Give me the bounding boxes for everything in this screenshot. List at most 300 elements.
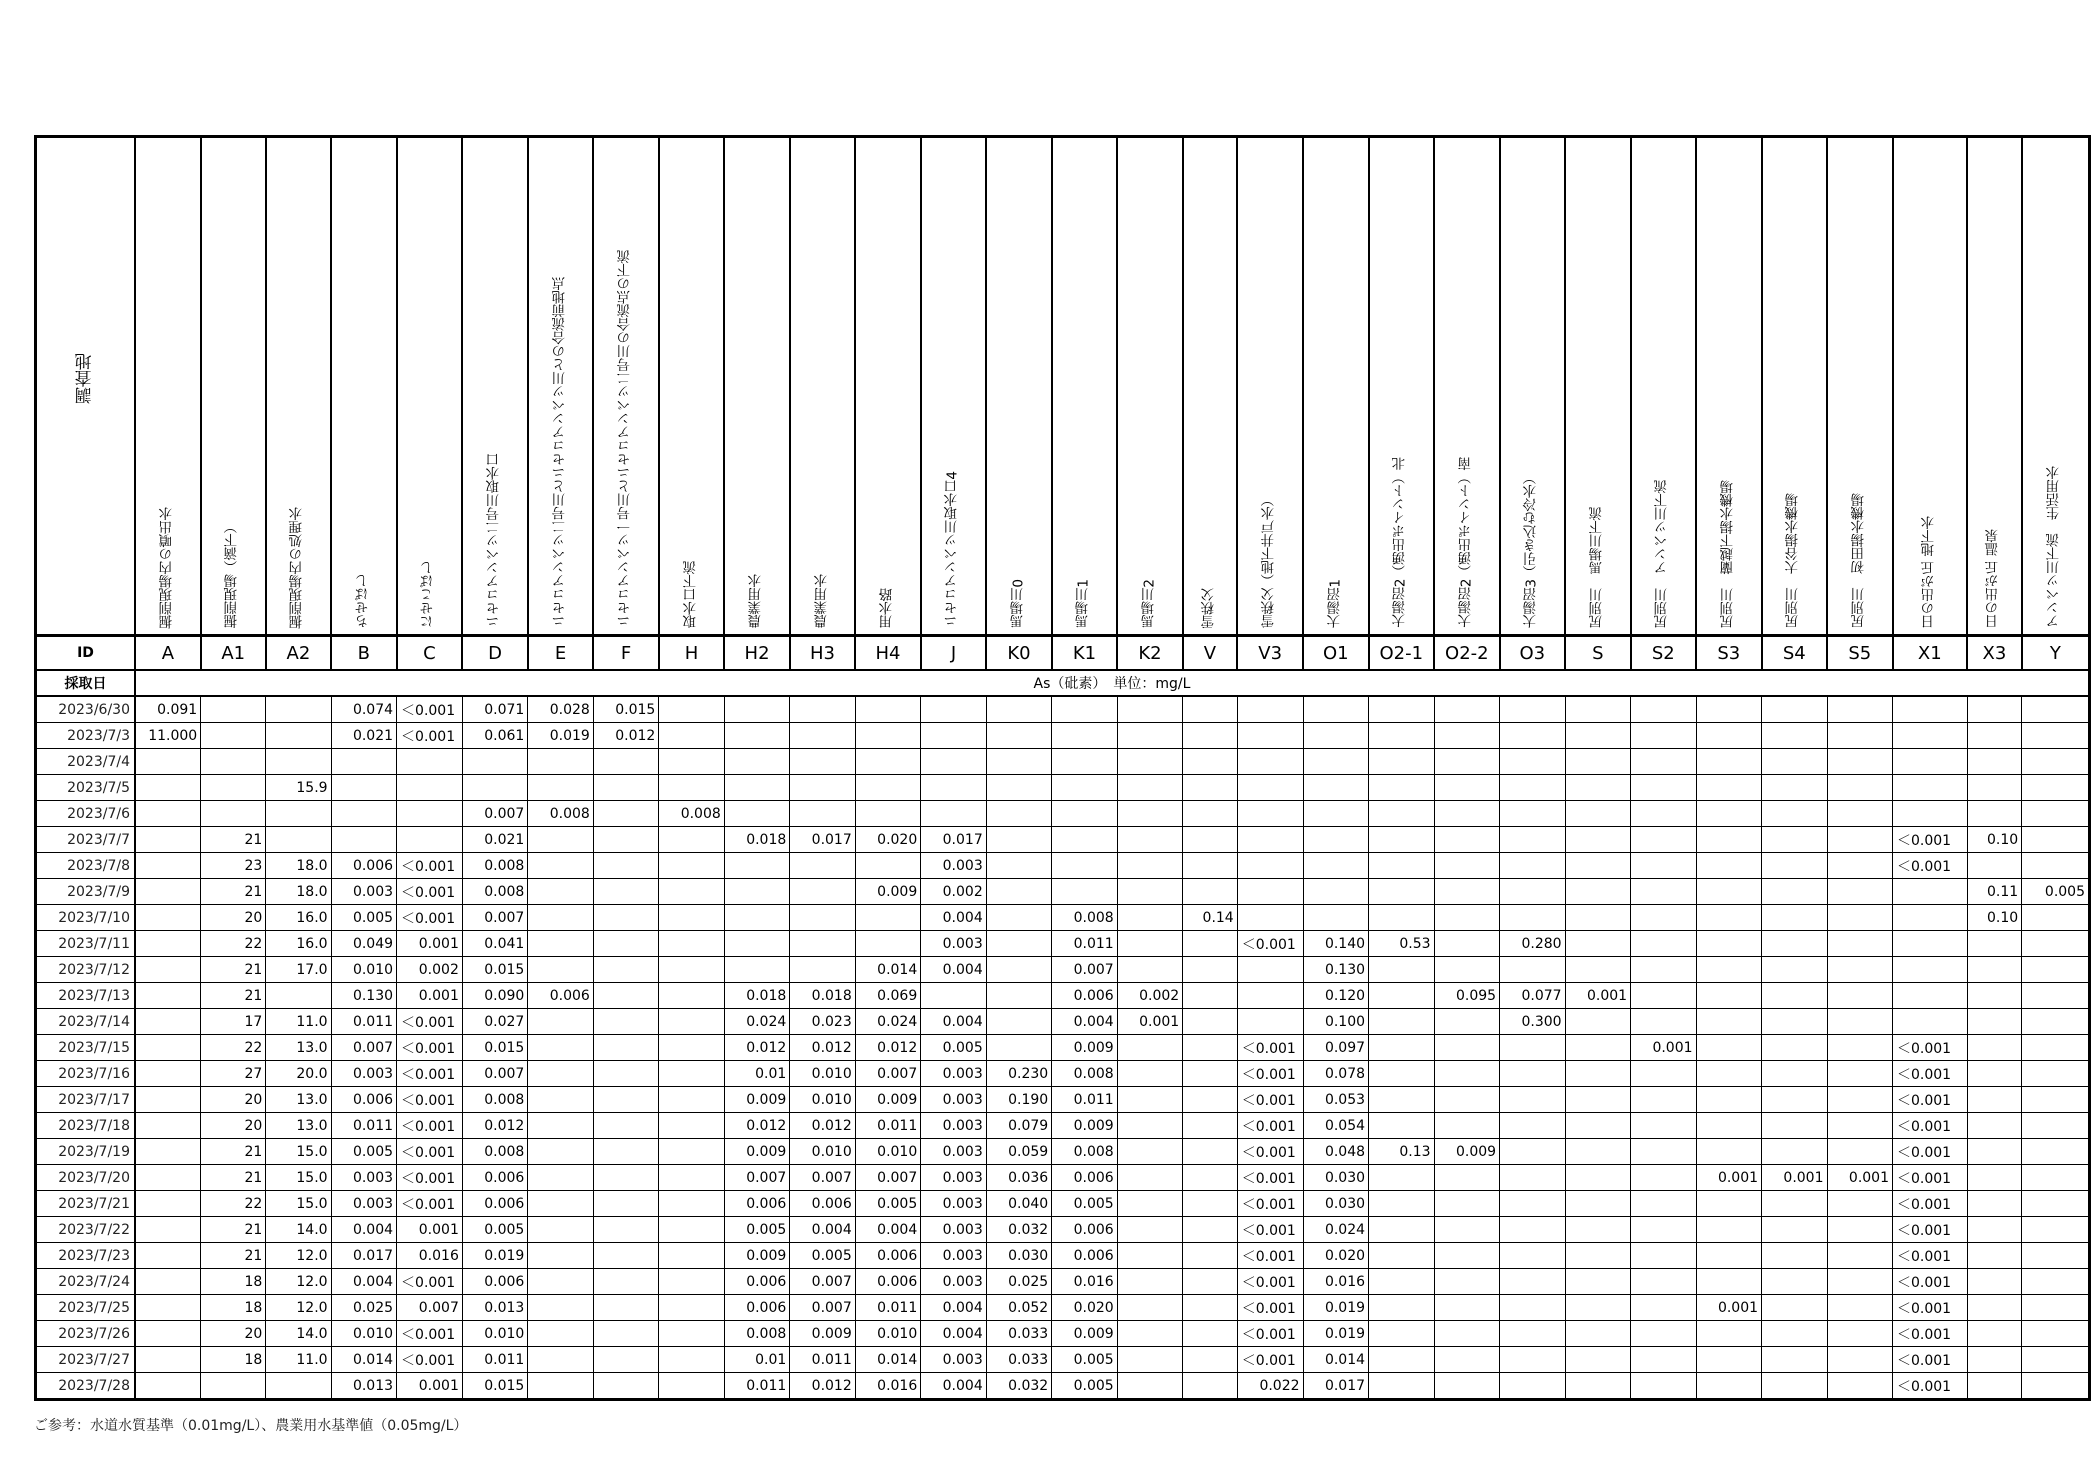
data-cell [1696,879,1761,905]
data-cell [790,775,855,801]
data-cell [135,1373,201,1400]
data-cell [1631,1061,1696,1087]
data-cell: 0.015 [462,1373,527,1400]
data-cell: 0.10 [1967,905,2022,931]
location-name: 用水路 [879,587,896,628]
data-cell [266,749,331,775]
data-cell [2022,931,2090,957]
data-cell: 11.0 [266,1347,331,1373]
data-cell: ＜0.001 [1237,931,1303,957]
location-name: ニセコアンベツ二号川取水口 [486,452,503,628]
data-cell [1827,905,1892,931]
data-cell [1827,1217,1892,1243]
table-row [36,957,2090,983]
location-name: 掘削現場（滴下） [224,520,241,628]
data-cell [1369,775,1435,801]
data-cell [1369,1191,1435,1217]
data-cell: 0.016 [1052,1269,1117,1295]
data-cell: 0.069 [855,983,920,1009]
data-cell [1369,723,1435,749]
data-cell: 0.003 [921,1347,986,1373]
location-name: にせこばし [420,560,437,628]
location-name: 農業用水 [813,574,830,628]
data-cell: 0.011 [331,1113,396,1139]
data-cell [1434,1295,1500,1321]
location-name: 掘削現場内の噴出水 [159,506,176,628]
data-cell [1117,1087,1182,1113]
data-cell [1183,1035,1238,1061]
location-name-cell [1369,137,1435,636]
column-id: S [1565,636,1630,671]
data-cell [1434,1373,1500,1400]
column-id: Y [2022,636,2090,671]
data-cell: ＜0.001 [1237,1191,1303,1217]
data-cell [1565,801,1630,827]
data-cell [1237,1009,1303,1035]
data-cell [1762,775,1827,801]
data-cell [1565,931,1630,957]
data-cell: 0.006 [462,1165,527,1191]
data-cell: 12.0 [266,1295,331,1321]
data-cell [790,957,855,983]
data-cell [1183,801,1238,827]
data-cell [1696,1061,1761,1087]
table-row [36,1243,2090,1269]
data-cell [201,723,266,749]
data-cell: 0.027 [462,1009,527,1035]
data-cell [593,853,658,879]
data-cell [1696,1347,1761,1373]
data-cell [1565,1217,1630,1243]
data-cell [921,775,986,801]
sample-date: 2023/7/12 [36,957,136,983]
data-cell [1696,1243,1761,1269]
data-cell [1183,696,1238,723]
data-cell: 0.012 [790,1035,855,1061]
data-cell [1631,749,1696,775]
data-cell [724,749,789,775]
data-cell: ＜0.001 [397,1087,463,1113]
location-name-cell [397,137,463,636]
data-cell: 0.140 [1303,931,1368,957]
location-name: 雪秩父（地下井戸水） [1261,493,1278,628]
data-cell [1434,1243,1500,1269]
data-cell [1183,1191,1238,1217]
data-cell [659,957,724,983]
data-cell: 0.030 [986,1243,1051,1269]
data-cell: 0.006 [724,1191,789,1217]
data-cell [2022,1009,2090,1035]
data-cell: 0.015 [462,1035,527,1061]
location-name: ニセコアンベツ川取水口4 [944,470,961,628]
location-name: 尻別川 馬場川下流 [1589,506,1606,628]
data-cell [986,1035,1051,1061]
data-cell [1827,1347,1892,1373]
data-cell [1500,1087,1565,1113]
data-cell: 20 [201,905,266,931]
data-cell [1052,853,1117,879]
data-cell [1369,1061,1435,1087]
data-cell: 0.012 [462,1113,527,1139]
data-cell [1117,1321,1182,1347]
column-id: S5 [1827,636,1892,671]
data-cell [2022,1269,2090,1295]
data-cell: 0.003 [331,1061,396,1087]
column-id: A1 [201,636,266,671]
data-cell [1117,957,1182,983]
data-cell [1565,749,1630,775]
data-cell [659,1165,724,1191]
arsenic-data-table [34,135,2091,1401]
data-cell [1183,1009,1238,1035]
data-cell [1434,1113,1500,1139]
data-cell: 0.095 [1434,983,1500,1009]
data-cell: 0.010 [790,1139,855,1165]
location-name-cell [2022,137,2090,636]
data-cell [1631,1347,1696,1373]
location-name: 馬場川2 [1141,578,1158,628]
data-cell: ＜0.001 [1237,1295,1303,1321]
data-cell: 0.011 [724,1373,789,1400]
data-cell [921,801,986,827]
data-cell: 0.015 [462,957,527,983]
data-cell: 0.009 [855,1087,920,1113]
data-cell: 0.002 [921,879,986,905]
data-cell: 0.001 [1696,1165,1761,1191]
sample-date: 2023/7/19 [36,1139,136,1165]
data-cell [1631,1113,1696,1139]
location-header-row [36,137,2090,636]
data-cell [659,1061,724,1087]
data-cell [1369,1373,1435,1400]
data-cell: 0.014 [855,1347,920,1373]
data-cell [1434,905,1500,931]
column-id: S2 [1631,636,1696,671]
data-cell [1052,879,1117,905]
data-cell: 0.053 [1303,1087,1368,1113]
data-cell: 0.009 [724,1139,789,1165]
data-cell [2022,1347,2090,1373]
data-cell: 0.001 [397,983,463,1009]
data-cell: 0.007 [855,1165,920,1191]
data-cell [1762,1035,1827,1061]
data-cell: 0.016 [855,1373,920,1400]
data-cell: 0.025 [986,1269,1051,1295]
data-cell: 14.0 [266,1321,331,1347]
data-cell [1434,1009,1500,1035]
data-cell [397,827,463,853]
data-cell [201,801,266,827]
data-cell: 12.0 [266,1243,331,1269]
data-cell: 0.090 [462,983,527,1009]
data-cell [1696,1269,1761,1295]
data-cell [1565,1269,1630,1295]
data-cell [1762,1321,1827,1347]
data-cell [1967,723,2022,749]
data-cell [1183,1347,1238,1373]
data-cell: 0.021 [462,827,527,853]
sample-date: 2023/7/21 [36,1191,136,1217]
data-cell [986,931,1051,957]
data-cell [659,1217,724,1243]
data-cell [790,879,855,905]
data-cell [1500,1165,1565,1191]
data-cell: 0.097 [1303,1035,1368,1061]
sample-date: 2023/7/9 [36,879,136,905]
data-cell [2022,827,2090,853]
data-cell [1183,1373,1238,1400]
data-cell: ＜0.001 [1237,1217,1303,1243]
data-cell [1827,957,1892,983]
data-cell: 0.009 [724,1087,789,1113]
data-cell: 0.048 [1303,1139,1368,1165]
data-cell: 0.008 [462,1087,527,1113]
data-cell: ＜0.001 [1237,1035,1303,1061]
data-cell [1893,931,1968,957]
data-cell: 0.012 [724,1113,789,1139]
data-cell [659,1009,724,1035]
data-cell [331,827,396,853]
data-cell [1369,1009,1435,1035]
data-cell [1434,723,1500,749]
data-cell [1434,775,1500,801]
data-cell [1967,696,2022,723]
sample-date: 2023/7/11 [36,931,136,957]
data-cell: 0.001 [1565,983,1630,1009]
data-cell: 0.006 [1052,1217,1117,1243]
table-row [36,1165,2090,1191]
data-cell [921,749,986,775]
data-cell [1696,931,1761,957]
data-cell [135,1139,201,1165]
data-cell [1434,853,1500,879]
data-cell [1762,905,1827,931]
data-cell [593,931,658,957]
data-cell [1237,853,1303,879]
data-cell [1500,957,1565,983]
data-cell [397,749,463,775]
data-cell [1893,775,1968,801]
location-name-cell [1303,137,1368,636]
data-cell [135,1321,201,1347]
data-cell [1303,905,1368,931]
data-cell: 20 [201,1321,266,1347]
data-cell [1696,1217,1761,1243]
sample-date: 2023/7/3 [36,723,136,749]
data-cell [528,1191,593,1217]
data-cell [201,775,266,801]
data-cell [1762,1269,1827,1295]
data-cell [528,1217,593,1243]
data-cell [1827,1243,1892,1269]
data-cell [528,957,593,983]
data-cell [1696,1113,1761,1139]
data-cell [1967,801,2022,827]
data-cell [135,801,201,827]
data-cell [1565,1373,1630,1400]
data-cell: ＜0.001 [397,1269,463,1295]
data-cell: 0.028 [528,696,593,723]
data-cell: 0.005 [1052,1347,1117,1373]
location-name-cell [1827,137,1892,636]
data-cell [1565,1061,1630,1087]
data-cell [528,1165,593,1191]
data-cell [135,1113,201,1139]
data-cell [135,1009,201,1035]
data-cell: ＜0.001 [397,1321,463,1347]
data-cell [659,1269,724,1295]
data-cell [659,1347,724,1373]
data-cell [1827,1061,1892,1087]
data-cell [1565,696,1630,723]
sample-date: 2023/7/24 [36,1269,136,1295]
data-cell: 0.003 [921,1061,986,1087]
sample-date: 2023/7/4 [36,749,136,775]
data-cell: 0.006 [855,1243,920,1269]
data-cell [1500,1139,1565,1165]
data-cell [1434,827,1500,853]
data-cell: ＜0.001 [1893,1295,1968,1321]
data-cell [1500,723,1565,749]
table-row [36,1347,2090,1373]
data-cell: ＜0.001 [1893,1269,1968,1295]
data-cell [724,801,789,827]
data-cell: 0.010 [855,1139,920,1165]
data-cell: 0.019 [1303,1295,1368,1321]
data-cell [1052,775,1117,801]
data-cell: 0.007 [397,1295,463,1321]
data-cell: 0.004 [921,1009,986,1035]
data-cell [986,1009,1051,1035]
data-cell: 0.003 [921,1191,986,1217]
data-cell: 0.005 [2022,879,2090,905]
data-cell [1967,1009,2022,1035]
data-cell [659,1243,724,1269]
table-row [36,1139,2090,1165]
data-cell [724,905,789,931]
data-cell [1696,775,1761,801]
data-cell: 0.007 [462,801,527,827]
unit-row [36,670,2090,696]
data-cell [1565,1165,1630,1191]
data-cell: 0.018 [724,827,789,853]
data-cell [593,983,658,1009]
data-cell [528,1087,593,1113]
data-cell [1500,801,1565,827]
data-cell: 0.078 [1303,1061,1368,1087]
data-cell [1967,1061,2022,1087]
data-cell: 0.007 [790,1295,855,1321]
data-cell: ＜0.001 [1893,1243,1968,1269]
data-cell: ＜0.001 [397,879,463,905]
data-cell: 0.005 [331,905,396,931]
data-cell [724,957,789,983]
data-cell: ＜0.001 [397,1061,463,1087]
data-cell: ＜0.001 [1237,1269,1303,1295]
data-cell [1369,1295,1435,1321]
data-cell [1237,801,1303,827]
sample-date: 2023/7/20 [36,1165,136,1191]
data-cell: 16.0 [266,931,331,957]
data-cell: 0.014 [1303,1347,1368,1373]
data-cell [593,879,658,905]
location-name-cell [1967,137,2022,636]
data-cell: 15.0 [266,1139,331,1165]
data-cell: 0.018 [724,983,789,1009]
data-cell [1117,1295,1182,1321]
data-cell [724,696,789,723]
data-cell: 0.005 [921,1035,986,1061]
location-name: 日の出が丘 地下水 [1921,515,1938,628]
data-cell: 0.006 [724,1269,789,1295]
data-cell [1117,931,1182,957]
data-cell [1565,1191,1630,1217]
data-cell: 16.0 [266,905,331,931]
data-cell [1631,931,1696,957]
location-name: 大湯沼1 [1327,578,1344,628]
location-name-cell [1762,137,1827,636]
data-cell: 0.005 [1052,1373,1117,1400]
data-cell [2022,1191,2090,1217]
data-cell: 0.049 [331,931,396,957]
location-name-cell [462,137,527,636]
data-cell: 0.007 [331,1035,396,1061]
data-cell [528,1009,593,1035]
column-id: H3 [790,636,855,671]
data-cell [1183,1139,1238,1165]
data-cell [1631,775,1696,801]
data-cell [593,1295,658,1321]
data-cell [1183,931,1238,957]
data-cell [1631,1321,1696,1347]
data-cell: 0.022 [1237,1373,1303,1400]
data-cell [659,1113,724,1139]
table-row [36,723,2090,749]
data-cell [1827,1321,1892,1347]
location-name-cell [921,137,986,636]
data-cell [1303,749,1368,775]
data-cell [1893,723,1968,749]
data-cell [1369,983,1435,1009]
data-cell [593,1269,658,1295]
data-cell [1827,1295,1892,1321]
data-cell: 21 [201,827,266,853]
data-cell: 0.006 [331,853,396,879]
data-cell: 0.004 [790,1217,855,1243]
data-cell: 18 [201,1295,266,1321]
data-cell: ＜0.001 [1893,1191,1968,1217]
location-name: 雪秩父 [1201,587,1218,628]
data-cell [1117,696,1182,723]
data-cell [659,1321,724,1347]
data-cell [2022,749,2090,775]
data-cell: 0.052 [986,1295,1051,1321]
data-cell: ＜0.001 [1893,827,1968,853]
data-cell: 0.003 [921,1217,986,1243]
footnote: ご参考：水道水質基準（0.01mg/L）、農業用水基準値（0.05mg/L） [34,1418,468,1434]
data-cell [462,749,527,775]
table-row [36,1191,2090,1217]
data-cell [1500,1295,1565,1321]
data-cell: 0.003 [331,879,396,905]
data-cell [1117,1373,1182,1400]
data-cell: 21 [201,879,266,905]
data-cell: 0.021 [331,723,396,749]
data-cell [1500,749,1565,775]
data-cell [1762,1217,1827,1243]
data-cell: 0.040 [986,1191,1051,1217]
data-cell [1052,749,1117,775]
